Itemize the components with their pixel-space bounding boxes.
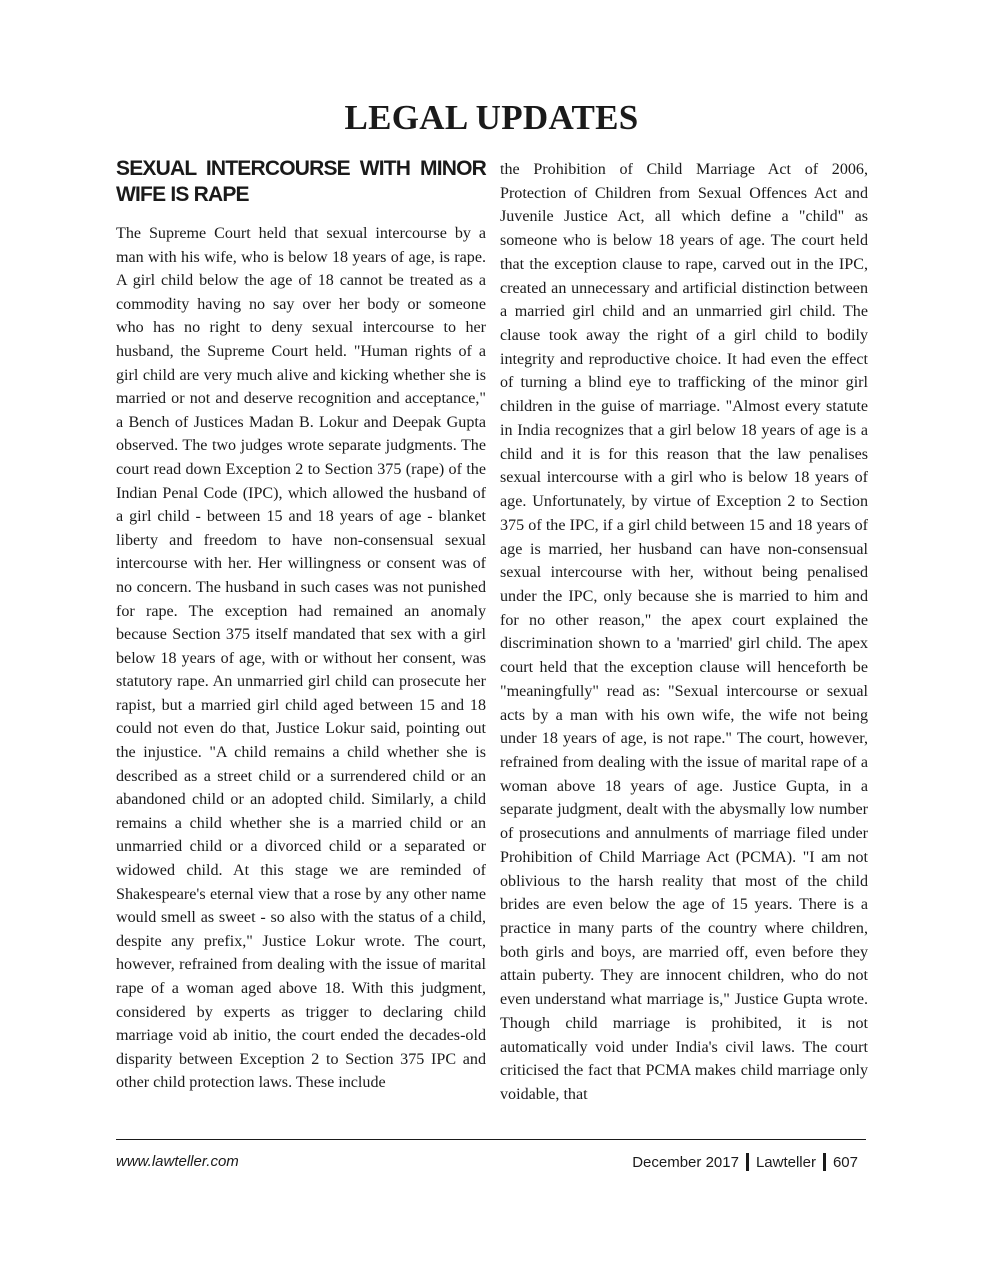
footer-website-link[interactable]: www.lawteller.com <box>116 1153 239 1170</box>
page-header-title: LEGAL UPDATES <box>344 98 639 137</box>
footer-publication-name: Lawteller <box>755 1153 816 1171</box>
footer-issue-info <box>632 1153 858 1171</box>
right-column-body: the Prohibition of Child Marriage Act of 2006, Protection of Children from Sexual Offences Act and Juvenile Justice Act, all which define a "child" as someone who is below 18 years of age. The court held that the exception clause to rape, carved out in the IPC, created an unnecessary and artificial distinction between a married girl child and an unmarried girl child. The clause took away the right of a girl child to bodily integrity and reproductive choice. It had even the effect of turning a blind eye to trafficking of the minor girl children in the guise of marriage. "Almost every statute in India recognizes that a girl below 18 years of age is a child and it is for this reason that the law penalises sexual intercourse with a girl who is below 18 years of age. Unfortunately, by virtue of Exception 2 to Section 375 of the IPC, if a girl child between 15 and 18 years of age is married, her husband can have non-consensual sexual intercourse with her, without being penalised under the IPC, only because she is married to him and for no other reason," the apex court explained the discrimination shown to a 'married' girl child. The apex court held that the exception clause will henceforth be "meaningfully" read as: "Sexual intercourse or sexual acts by a man with his own wife, the wife not being under 18 years of age, is not rape." The court, however, refrained from dealing with the issue of marital rape of a woman above 18 years of age. Justice Gupta, in a separate judgment, dealt with the abysmally low number of prosecutions and annulments of marriage filed under Prohibition of Child Marriage Act (PCMA). "I am not oblivious to the harsh reality that most of the child brides are even below the age of 15 years. There is a practice in many parts of the country where children, both girls and boys, are married off, even before they attain puberty. They are innocent children, who do not even understand what marriage is," Justice Gupta wrote. Though child marriage is prohibited, it is not automatically void under India's civil laws. The court criticised the fact that PCMA makes child marriage only voidable, that <box>500 161 868 1104</box>
article-title: SEXUAL INTERCOURSE WITH MINOR WIFE IS RAPE <box>116 157 486 206</box>
footer-issue-date: December 2017 <box>632 1153 739 1171</box>
footer-divider <box>116 1139 866 1140</box>
page-footer <box>116 1153 866 1175</box>
left-column <box>116 156 486 1095</box>
left-column-body: The Supreme Court held that sexual intercourse by a man with his wife, who is below 18 years of age, is rape. A girl child below the age of 18 cannot be treated as a commodity having no say over her body or someone who has no right to deny sexual intercourse to her husband, the Supreme Court held. "Human rights of a girl child are very much alive and kicking whether she is married or not and deserve recognition and acceptance," a Bench of Justices Madan B. Lokur and Deepak Gupta observed. The two judges wrote separate judgments. The court read down Exception 2 to Section 375 (rape) of the Indian Penal Code (IPC), which allowed the husband of a girl child - between 15 and 18 years of age - blanket liberty and freedom to have non-consensual sexual intercourse with her. Her willingness or consent was of no concern. The husband in such cases was not punished for rape. The exception had remained an anomaly because Section 375 itself mandated that sex with a girl below 18 years of age, with or without her consent, was statutory rape. An unmarried girl child can prosecute her rapist, but a married girl child aged between 15 and 18 could not even do that, Justice Lokur said, pointing out the injustice. "A child remains a child whether she is described as a street child or a surrendered child or an abandoned child or an adopted child. Similarly, a child remains a child whether she is a married child or an unmarried child or a divorced child or a separated or widowed child. At this stage we are reminded of Shakespeare's eternal view that a rose by any other name would smell as sweet - so also with the status of a child, despite any prefix," Justice Lokur wrote. The court, however, refrained from dealing with the issue of marital rape of a woman aged above 18. With this judgment, considered by experts as trigger to declaring child marriage void ab initio, the court ended the decades-old disparity between Exception 2 to Section 375 IPC and other child protection laws. These include <box>116 225 486 1092</box>
footer-separator <box>746 1153 749 1171</box>
footer-separator <box>823 1153 826 1171</box>
footer-page-number: 607 <box>832 1153 858 1171</box>
right-column <box>500 158 868 1107</box>
